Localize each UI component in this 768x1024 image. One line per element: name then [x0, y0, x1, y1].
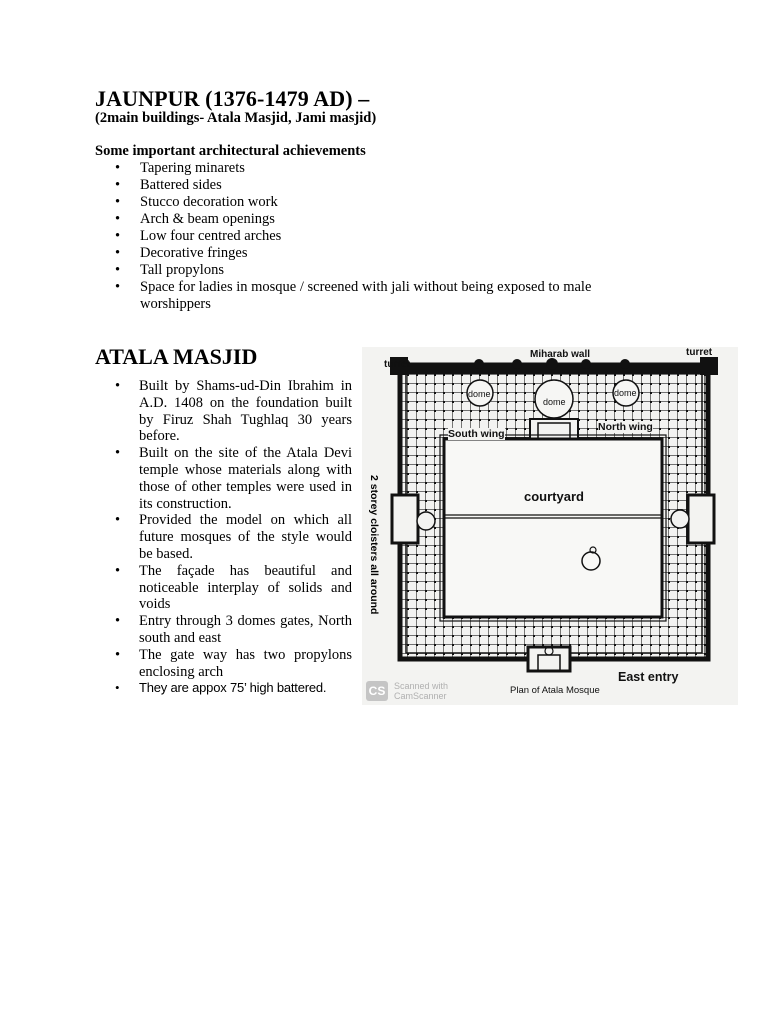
- list-item: • Battered sides: [95, 177, 655, 194]
- list-item: • Built on the site of the Atala Devi temple whose materials along with those of other temples were used in its construction.: [95, 445, 352, 512]
- label-turret-right: turret: [686, 347, 713, 358]
- plan-caption: Plan of Atala Mosque: [510, 685, 600, 696]
- section-heading-atala: ATALA MASJID: [95, 344, 258, 369]
- list-item: • The façade has beautiful and noticeable interplay of solids and voids: [95, 563, 352, 613]
- label-dome-right: dome: [614, 388, 637, 398]
- label-north-wing: North wing: [598, 421, 653, 433]
- achievements-list: [95, 160, 655, 313]
- achievements-heading: Some important architectural achievements: [95, 143, 366, 159]
- atala-list: [95, 378, 352, 696]
- list-item: • Tall propylons: [95, 262, 655, 279]
- label-dome-left: dome: [468, 389, 491, 399]
- page-title: JAUNPUR (1376-1479 AD) –: [95, 86, 370, 111]
- page-subtitle: (2main buildings- Atala Masjid, Jami masjid): [95, 110, 377, 126]
- label-turret-left: turret: [384, 359, 411, 370]
- list-item: • They are appox 75’ high battered.: [95, 680, 352, 696]
- camscanner-watermark: Scanned with CamScanner: [394, 681, 449, 701]
- label-miharab-wall: Miharab wall: [530, 349, 591, 360]
- list-item: • Decorative fringes: [95, 245, 655, 262]
- label-courtyard: courtyard: [524, 489, 584, 504]
- list-item: • The gate way has two propylons enclosing arch: [95, 647, 352, 681]
- atala-mosque-plan: [362, 347, 738, 705]
- list-item: • Arch & beam openings: [95, 211, 655, 228]
- label-dome-center: dome: [543, 397, 566, 407]
- list-item: • Low four centred arches: [95, 228, 655, 245]
- list-item: • Space for ladies in mosque / screened with jali without being exposed to male worshippers: [95, 279, 655, 313]
- list-item: • Stucco decoration work: [95, 194, 655, 211]
- label-east-entry: East entry: [618, 670, 679, 684]
- label-south-wing: South wing: [448, 428, 505, 440]
- list-item: • Tapering minarets: [95, 160, 655, 177]
- list-item: • Provided the model on which all future mosques of the style would be based.: [95, 512, 352, 562]
- camscanner-logo: CS: [366, 681, 388, 701]
- list-item: • Entry through 3 domes gates, North south and east: [95, 613, 352, 647]
- list-item: • Built by Shams-ud-Din Ibrahim in A.D. 1408 on the foundation built by Firuz Shah Tughlaq 30 years before.: [95, 378, 352, 445]
- label-cloisters: 2 storey cloisters all around: [368, 475, 380, 615]
